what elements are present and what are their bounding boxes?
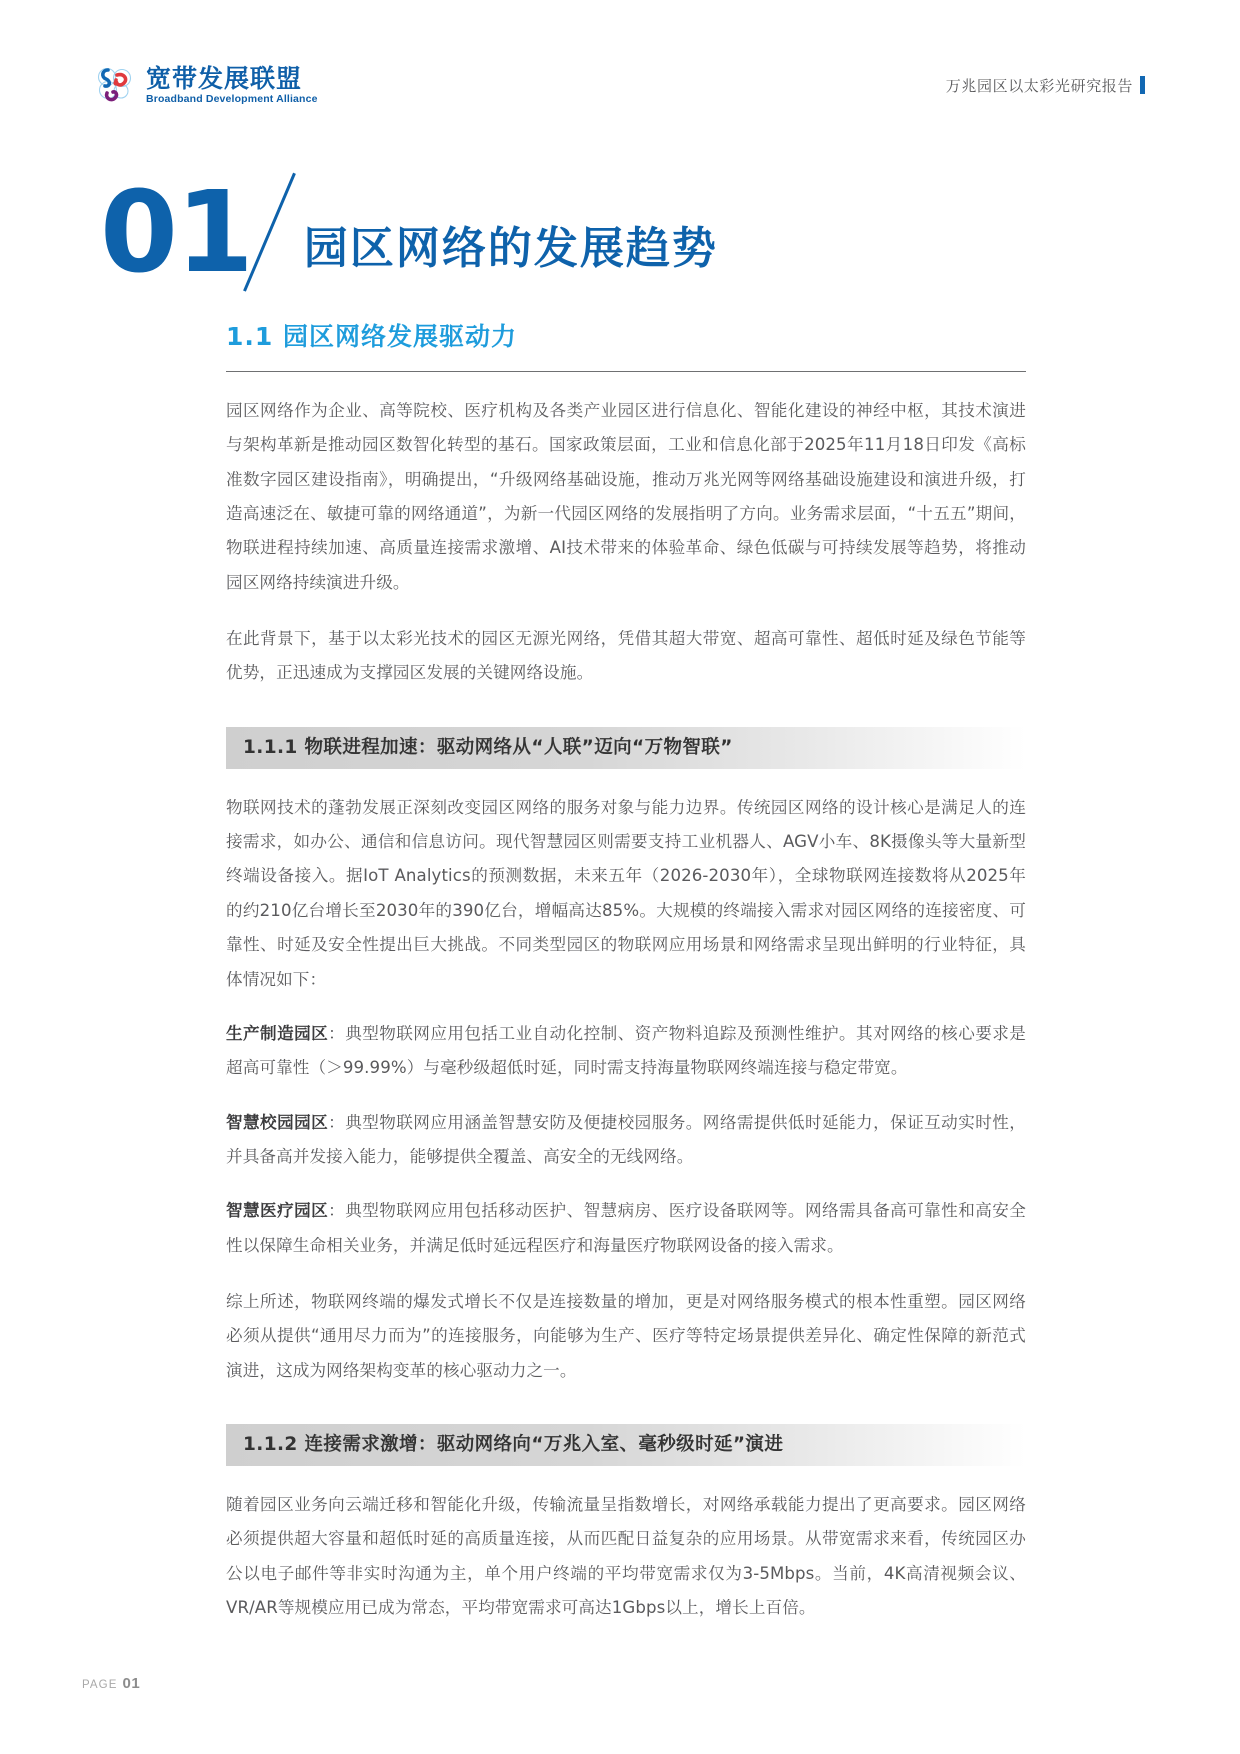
paragraph-iot-overview: 物联网技术的蓬勃发展正深刻改变园区网络的服务对象与能力边界。传统园区网络的设计核心是满足人的连接需求，如办公、通信和信息访问。现代智慧园区则需要支持工业机器人、AGV小车、8K摄像头等大量新型终端设备接入。据IoT Analytics的预测数据，未来五年（2026-2030年），全球物联网连接数将从2025年的约210亿台增长至2030年的390亿台，增幅高达85%。大规模的终端接入需求对园区网络的连接密度、可靠性、时延及安全性提出巨大挑战。不同类型园区的物联网应用场景和网络需求呈现出鲜明的行业特征，具体情况如下： [226, 797, 1026, 989]
header-accent-bar-icon [1140, 76, 1145, 94]
text-manufacturing-park: ：典型物联网应用包括工业自动化控制、资产物料追踪及预测性维护。其对网络的核心要求是超高可靠性（＞99.99%）与毫秒级超低时延，同时需支持海量物联网终端连接与稳定带宽。 [226, 1023, 1026, 1078]
text-campus-park: ：典型物联网应用涵盖智慧安防及便捷校园服务。网络需提供低时延能力，保证互动实时性，并具备高并发接入能力，能够提供全覆盖、高安全的无线网络。 [226, 1112, 1026, 1166]
paragraph-campus-park [226, 1106, 1026, 1175]
brand-logo [95, 64, 318, 106]
chapter-title: 园区网络的发展趋势 [303, 223, 718, 274]
section-heading-1-1: 1.1 园区网络发展驱动力 [226, 322, 517, 351]
paragraph-iot-summary: 综上所述，物联网终端的爆发式增长不仅是连接数量的增加，更是对网络服务模式的根本性重塑。园区网络必须从提供“通用尽力而为”的连接服务，向能够为生产、医疗等特定场景提供差异化、确定性保障的新范式演进，这成为网络架构变革的核心驱动力之一。 [226, 1291, 1026, 1380]
subsection-heading-1-1-2: 1.1.2 连接需求激增：驱动网络向“万兆入室、毫秒级时延”演进 [226, 1424, 1026, 1466]
footer-page-label: PAGE [82, 1679, 118, 1691]
text-medical-park: ：典型物联网应用包括移动医护、智慧病房、医疗设备联网等。网络需具备高可靠性和高安全性以保障生命相关业务，并满足低时延远程医疗和海量医疗物联网设备的接入需求。 [226, 1201, 1026, 1255]
chapter-number: 01 [100, 167, 252, 298]
broadband-alliance-logo-icon [95, 64, 137, 106]
brand-text [146, 63, 318, 105]
chapter-heading [100, 165, 1145, 298]
label-medical-park: 智慧医疗园区 [226, 1201, 329, 1221]
paragraph-background: 在此背景下，基于以太彩光技术的园区无源光网络，凭借其超大带宽、超高可靠性、超低时延及绿色节能等优势，正迅速成为支撑园区发展的关键网络设施。 [226, 629, 1026, 683]
label-campus-park: 智慧校园园区 [226, 1112, 329, 1132]
footer-page-number: 01 [122, 1675, 141, 1692]
paragraph-bandwidth: 随着园区业务向云端迁移和智能化升级，传输流量呈指数增长，对网络承载能力提出了更高要求。园区网络必须提供超大容量和超低时延的高质量连接，从而匹配日益复杂的应用场景。从带宽需求来看，传统园区办公以电子邮件等非实时沟通为主，单个用户终端的平均带宽需求仅为3-5Mbps。当前，4K高清视频会议、VR/AR等规模应用已成为常态，平均带宽需求可高达1Gbps以上，增长上百倍。 [226, 1495, 1026, 1618]
content-column [226, 322, 1026, 1625]
section-divider [226, 371, 1026, 372]
header-report-title-group [946, 75, 1145, 96]
paragraph-manufacturing-park [226, 1017, 1026, 1086]
page-header [95, 55, 1145, 115]
page-footer [82, 1675, 140, 1692]
label-manufacturing-park: 生产制造园区 [226, 1023, 329, 1043]
header-report-title: 万兆园区以太彩光研究报告 [945, 77, 1133, 95]
subsection-heading-1-1-1: 1.1.1 物联进程加速：驱动网络从“人联”迈向“万物智联” [226, 727, 1026, 769]
brand-name-en: Broadband Development Alliance [146, 92, 318, 105]
paragraph-intro: 园区网络作为企业、高等院校、医疗机构及各类产业园区进行信息化、智能化建设的神经中枢，其技术演进与架构革新是推动园区数智化转型的基石。国家政策层面，工业和信息化部于2025年11月18日印发《高标准数字园区建设指南》，明确提出，“升级网络基础设施，推动万兆光网等网络基础设施建设和演进升级，打造高速泛在、敏捷可靠的网络通道”，为新一代园区网络的发展指明了方向。业务需求层面，“十五五”期间，物联进程持续加速、高质量连接需求激增、AI技术带来的体验革命、绿色低碳与可持续发展等趋势，将推动园区网络持续演进升级。 [226, 401, 1026, 592]
brand-name-cn: 宽带发展联盟 [146, 63, 303, 93]
paragraph-medical-park [226, 1194, 1026, 1263]
